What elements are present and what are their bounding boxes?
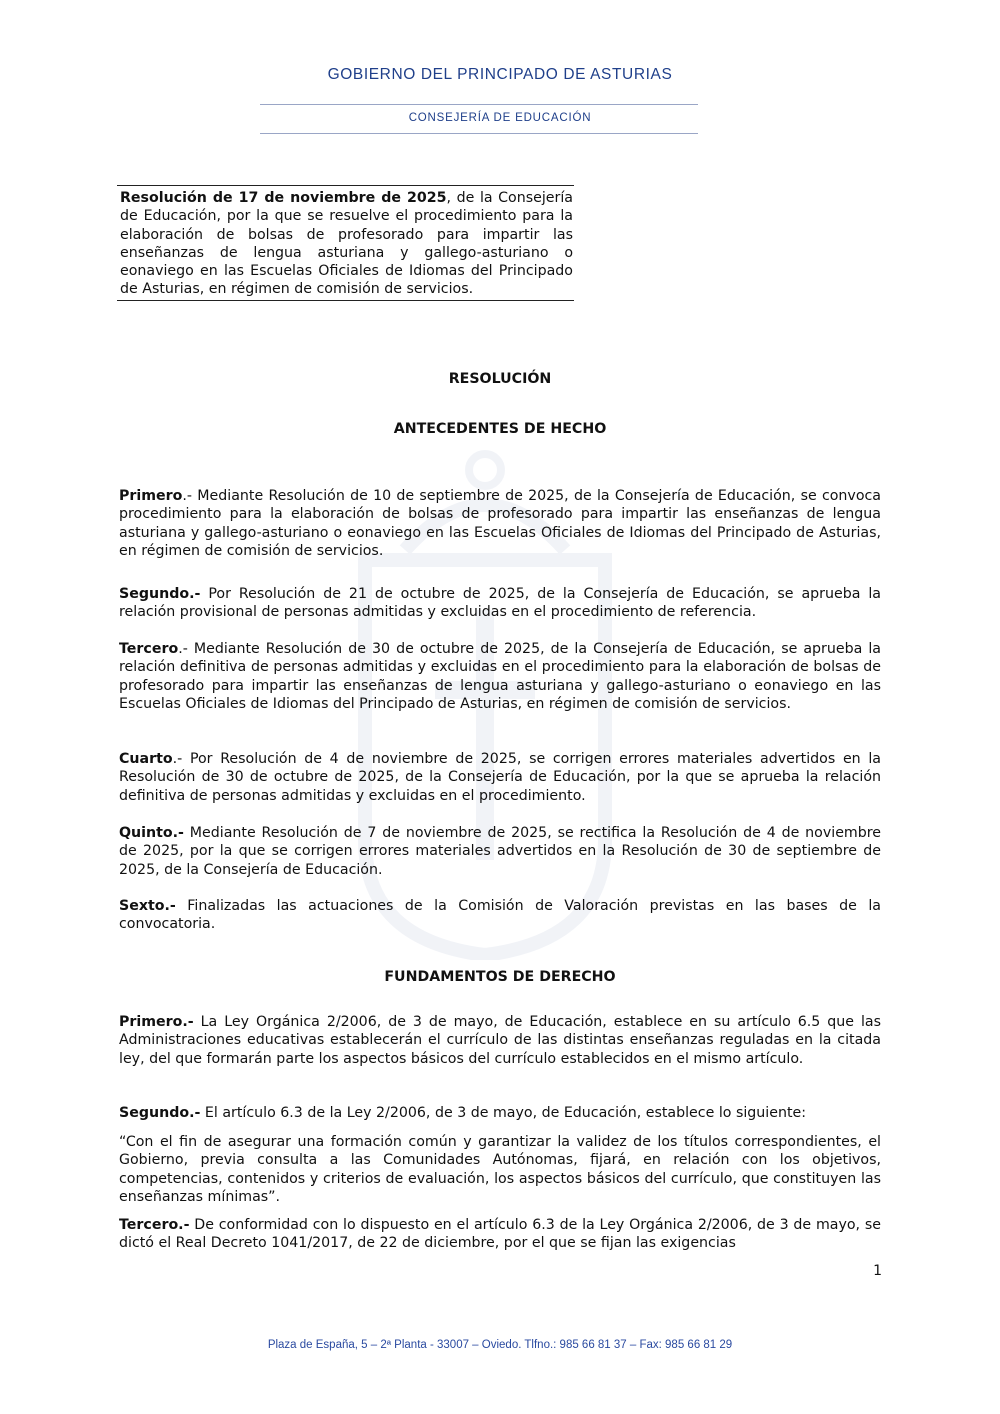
- paragraph-text: La Ley Orgánica 2/2006, de 3 de mayo, de Educación, establece en su artículo 6.5 que las Administraciones educativas establecerán el currículo de las distintas enseñanzas reguladas en la citada ley, del que formarán parte los aspectos básicos del currículo establecidos en el mismo artículo.: [119, 1014, 881, 1067]
- paragraph-lead: Primero.-: [119, 1014, 194, 1030]
- heading-resolution: RESOLUCIÓN: [448, 371, 552, 387]
- fact-paragraph: [119, 487, 881, 561]
- paragraph-lead: Cuarto: [119, 751, 173, 767]
- paragraph-text: Mediante Resolución de 7 de noviembre de 2025, se rectifica la Resolución de 4 de noviembre de 2025, por la que se corrigen errores materiales advertidos en la Resolución de 30 de septiembre de 2025, de la Consejería de Educación.: [119, 825, 881, 878]
- paragraph-text: De conformidad con lo dispuesto en el artículo 6.3 de la Ley Orgánica 2/2006, de 3 de mayo, se dictó el Real Decreto 1041/2017, de 22 de diciembre, por el que se fijan las exigencias: [119, 1217, 881, 1252]
- paragraph-text: .- Mediante Resolución de 30 de octubre de 2025, de la Consejería de Educación, se aprueba la relación definitiva de personas admitidas y excluidas en el procedimiento para la elaboración de bolsas de profesorado para impartir las enseñanzas de lengua asturiana y gallego-asturiano o eonaviego en las Escuelas Oficiales de Idiomas del Principado de Asturias, en régimen de comisión de servicios.: [119, 641, 881, 713]
- fact-paragraph: [119, 585, 881, 622]
- heading-facts: ANTECEDENTES DE HECHO: [393, 421, 607, 437]
- paragraph-lead: Tercero: [119, 641, 179, 657]
- heading-law: FUNDAMENTOS DE DERECHO: [384, 969, 616, 985]
- paragraph-text: Finalizadas las actuaciones de la Comisión de Valoración previstas en las bases de la convocatoria.: [119, 898, 881, 933]
- paragraph-text: El artículo 6.3 de la Ley 2/2006, de 3 de mayo, de Educación, establece lo siguiente:: [200, 1105, 807, 1121]
- header-rule-bottom: [260, 133, 698, 134]
- paragraph-text: .- Mediante Resolución de 10 de septiembre de 2025, de la Consejería de Educación, se convoca procedimiento para la elaboración de bolsas de profesorado para impartir las enseñanzas de lengua asturiana y gallego-asturiano o eonaviego en las Escuelas Oficiales de Idiomas del Principado de Asturias, en régimen de comisión de servicios.: [119, 488, 881, 560]
- header-department: CONSEJERÍA DE EDUCACIÓN: [408, 112, 592, 124]
- paragraph-text: .- Por Resolución de 4 de noviembre de 2025, se corrigen errores materiales advertidos en la Resolución de 30 de octubre de 2025, de la Consejería de Educación, por la que se aprueba la relación definitiva de personas admitidas y excluidas en el procedimiento.: [119, 751, 881, 804]
- paragraph-lead: Sexto.-: [119, 898, 176, 914]
- paragraph-lead: Segundo.-: [119, 586, 201, 602]
- resolution-summary: [117, 185, 574, 301]
- paragraph-lead: Primero: [119, 488, 183, 504]
- page-number: 1: [873, 1263, 882, 1279]
- header-rule-top: [260, 104, 698, 105]
- fact-paragraph: [119, 750, 881, 805]
- law-paragraph: [119, 1216, 881, 1253]
- fact-paragraph: [119, 640, 881, 714]
- summary-lead: Resolución de 17 de noviembre de 2025: [120, 190, 447, 206]
- paragraph-text: Por Resolución de 21 de octubre de 2025, de la Consejería de Educación, se aprueba la relación provisional de personas admitidas y excluidas en el procedimiento de referencia.: [119, 586, 881, 621]
- law-paragraph: [119, 1013, 881, 1068]
- paragraph-lead: Segundo.-: [119, 1105, 201, 1121]
- fact-paragraph: [119, 897, 881, 934]
- header-government: GOBIERNO DEL PRINCIPADO DE ASTURIAS: [327, 66, 673, 83]
- summary-text: , de la Consejería de Educación, por la que se resuelve el procedimiento para la elaboración de bolsas de profesorado para impartir las enseñanzas de lengua asturiana y gallego-asturiano o eonaviego en las Escuelas Oficiales de Idiomas del Principado de Asturias, en régimen de comisión de servicios.: [120, 190, 573, 298]
- paragraph-lead: Tercero.-: [119, 1217, 190, 1233]
- law-paragraph: [119, 1104, 881, 1122]
- paragraph-lead: Quinto.-: [119, 825, 184, 841]
- law-quote: [119, 1133, 881, 1207]
- fact-paragraph: [119, 824, 881, 879]
- footer-address: Plaza de España, 5 – 2ª Planta - 33007 – Oviedo. Tlfno.: 985 66 81 37 – Fax: 985 66 81 29: [267, 1339, 733, 1351]
- paragraph-text: “Con el fin de asegurar una formación común y garantizar la validez de los títulos correspondientes, el Gobierno, previa consulta a las Comunidades Autónomas, fijará, en relación con los objetivos, competencias, contenidos y criterios de evaluación, los aspectos básicos del currículo, que constituyen las enseñanzas mínimas”.: [119, 1134, 881, 1206]
